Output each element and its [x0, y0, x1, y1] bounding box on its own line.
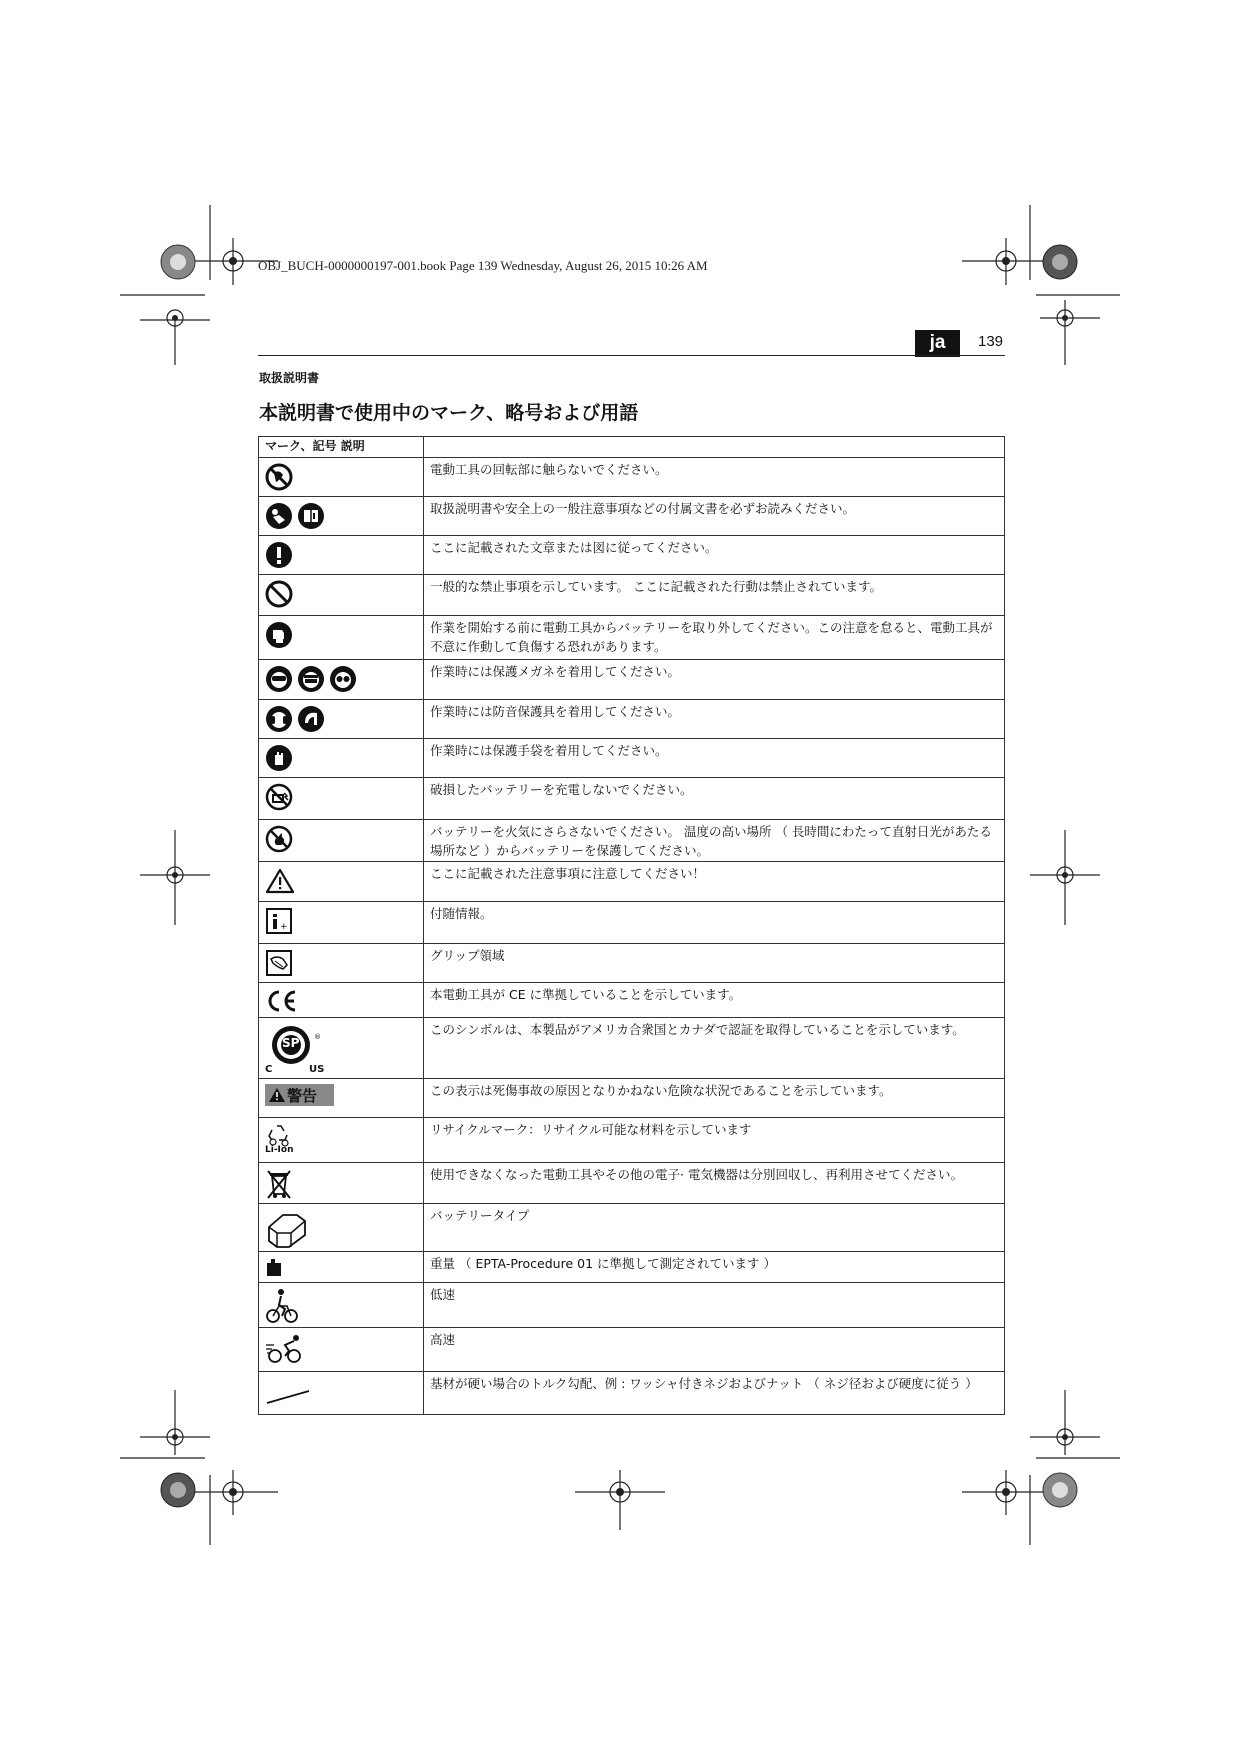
- description-cell: 作業時には保護手袋を着用してください。: [424, 739, 1005, 778]
- symbol-cell: [259, 1328, 424, 1372]
- battery-type-icon: [265, 1209, 309, 1249]
- symbol-cell: [259, 616, 424, 660]
- exclamation-icon: [265, 541, 293, 569]
- read-manual-icon: [265, 502, 293, 530]
- table-row: [259, 1252, 1005, 1283]
- symbol-cell: [259, 1252, 424, 1283]
- description-cell: 一般的な禁止事項を示しています。 ここに記載された行動は禁止されています。: [424, 575, 1005, 616]
- description-cell: 高速: [424, 1328, 1005, 1372]
- prohibition-icon: [265, 580, 293, 608]
- table-row: [259, 497, 1005, 536]
- description-cell: 破損したバッテリーを充電しないでください。: [424, 778, 1005, 820]
- weight-icon: [265, 1257, 283, 1277]
- symbol-cell: [259, 1018, 424, 1079]
- high-speed-bicycle-icon: [265, 1333, 305, 1365]
- description-cell: 取扱説明書や安全上の一般注意事項などの付属文書を必ずお読みください。: [424, 497, 1005, 536]
- description-cell: この表示は死傷事故の原因となりかねない危険な状況であることを示しています。: [424, 1079, 1005, 1118]
- symbol-cell: [259, 1204, 424, 1252]
- info-icon: [265, 907, 293, 935]
- symbol-cell: [259, 1372, 424, 1415]
- header-rule: [258, 355, 1005, 356]
- symbol-cell: [259, 458, 424, 497]
- description-cell: 使用できなくなった電動工具やその他の電子· 電気機器は分別回収し、再利用させてください。: [424, 1163, 1005, 1204]
- table-row: [259, 1283, 1005, 1328]
- weee-crossed-bin-icon: [265, 1168, 293, 1200]
- symbol-cell: [259, 1283, 424, 1328]
- description-cell: バッテリーを火気にさらさないでください。 温度の高い場所 （ 長時間にわたって直射日光があたる場所など ）からバッテリーを保護してください。: [424, 820, 1005, 862]
- svg-text:+: +: [280, 922, 288, 932]
- symbol-table: [258, 436, 1005, 1415]
- symbol-cell: [259, 902, 424, 944]
- description-cell: 付随情報。: [424, 902, 1005, 944]
- recycle-li-ion-icon: [265, 1123, 295, 1147]
- description-cell: ここに記載された文章または図に従ってください。: [424, 536, 1005, 575]
- table-row: [259, 1372, 1005, 1415]
- table-row: [259, 1079, 1005, 1118]
- description-cell: 作業を開始する前に電動工具からバッテリーを取り外してください。この注意を怠ると、電動工具が不意に作動して負傷する恐れがあります。: [424, 616, 1005, 660]
- description-cell: 基材が硬い場合のトルク勾配、例 : ワッシャ付きネジおよびナット （ ネジ径および硬度に従う ）: [424, 1372, 1005, 1415]
- manual-book-icon: [297, 502, 325, 530]
- table-row: [259, 944, 1005, 983]
- table-row: [259, 983, 1005, 1018]
- ce-mark-icon: [265, 988, 299, 1014]
- low-speed-bicycle-icon: [265, 1288, 299, 1324]
- table-row: [259, 1118, 1005, 1163]
- symbol-cell: [259, 536, 424, 575]
- face-shield-icon: [297, 665, 325, 693]
- ear-muff-icon: [297, 705, 325, 733]
- table-row: [259, 536, 1005, 575]
- table-row: [259, 575, 1005, 616]
- symbol-cell: [259, 660, 424, 700]
- description-cell: 作業時には防音保護具を着用してください。: [424, 700, 1005, 739]
- csa-c-label: C: [265, 1064, 273, 1075]
- csa-us-label: US: [309, 1064, 325, 1075]
- table-row: [259, 1018, 1005, 1079]
- symbol-cell: [259, 862, 424, 902]
- description-cell: ここに記載された注意事項に注意してください！: [424, 862, 1005, 902]
- warning-triangle-icon: [265, 867, 295, 895]
- table-row: [259, 739, 1005, 778]
- torque-gradient-line-icon: [265, 1377, 311, 1407]
- description-cell: バッテリータイプ: [424, 1204, 1005, 1252]
- symbol-cell: [259, 700, 424, 739]
- table-row: [259, 778, 1005, 820]
- table-row: [259, 700, 1005, 739]
- symbol-cell: [259, 983, 424, 1018]
- symbol-cell: [259, 778, 424, 820]
- safety-glasses-icon: [265, 665, 293, 693]
- symbol-cell: [259, 1118, 424, 1163]
- symbol-cell: [259, 944, 424, 983]
- table-header-row: [259, 437, 1005, 458]
- description-cell: このシンボルは、本製品がアメリカ合衆国とカナダで認証を取得していることを示しています。: [424, 1018, 1005, 1079]
- section-title: 本説明書で使用中のマーク、略号および用語: [259, 402, 639, 424]
- no-charge-damaged-battery-icon: [265, 783, 293, 811]
- description-cell: グリップ領域: [424, 944, 1005, 983]
- remove-battery-icon: [265, 621, 293, 649]
- table-row: [259, 1204, 1005, 1252]
- symbol-cell: [259, 1163, 424, 1204]
- page-number: 139: [978, 333, 1004, 350]
- no-touch-rotating-parts-icon: [265, 463, 293, 491]
- table-row: [259, 458, 1005, 497]
- goggles-icon: [329, 665, 357, 693]
- symbol-cell: [259, 739, 424, 778]
- description-cell: 作業時には保護メガネを着用してください。: [424, 660, 1005, 700]
- header-symbol-description: マーク、記号 説明: [259, 437, 424, 458]
- description-cell: 低速: [424, 1283, 1005, 1328]
- ear-protection-icon: [265, 705, 293, 733]
- print-header: OBJ_BUCH-0000000197-001.book Page 139 Wednesday, August 26, 2015 10:26 AM: [258, 258, 708, 273]
- symbol-cell: [259, 1079, 424, 1118]
- gloves-icon: [265, 744, 293, 772]
- table-row: [259, 820, 1005, 862]
- table-row: [259, 1163, 1005, 1204]
- csa-letters: SP: [282, 1036, 300, 1050]
- warning-label-text: 警告: [287, 1086, 318, 1105]
- manual-label: 取扱説明書: [259, 371, 320, 385]
- table-row: [259, 902, 1005, 944]
- table-row: [259, 862, 1005, 902]
- table-row: [259, 616, 1005, 660]
- li-ion-label: Li-Ion: [265, 1145, 294, 1155]
- header-blank: [424, 437, 1005, 458]
- table-row: [259, 1328, 1005, 1372]
- language-badge: ja: [915, 330, 960, 357]
- symbol-cell: [259, 497, 424, 536]
- table-row: [259, 660, 1005, 700]
- description-cell: リサイクルマーク：リサイクル可能な材料を示しています: [424, 1118, 1005, 1163]
- symbol-cell: [259, 575, 424, 616]
- svg-text:®: ®: [314, 1033, 321, 1041]
- grip-area-icon: [265, 949, 293, 977]
- description-cell: 電動工具の回転部に触らないでください。: [424, 458, 1005, 497]
- symbol-cell: [259, 820, 424, 862]
- danger-warning-label-icon: [265, 1084, 334, 1106]
- description-cell: 重量 （ EPTA-Procedure 01 に準拠して測定されています ）: [424, 1252, 1005, 1283]
- no-fire-battery-icon: [265, 825, 293, 853]
- description-cell: 本電動工具が CE に準拠していることを示しています。: [424, 983, 1005, 1018]
